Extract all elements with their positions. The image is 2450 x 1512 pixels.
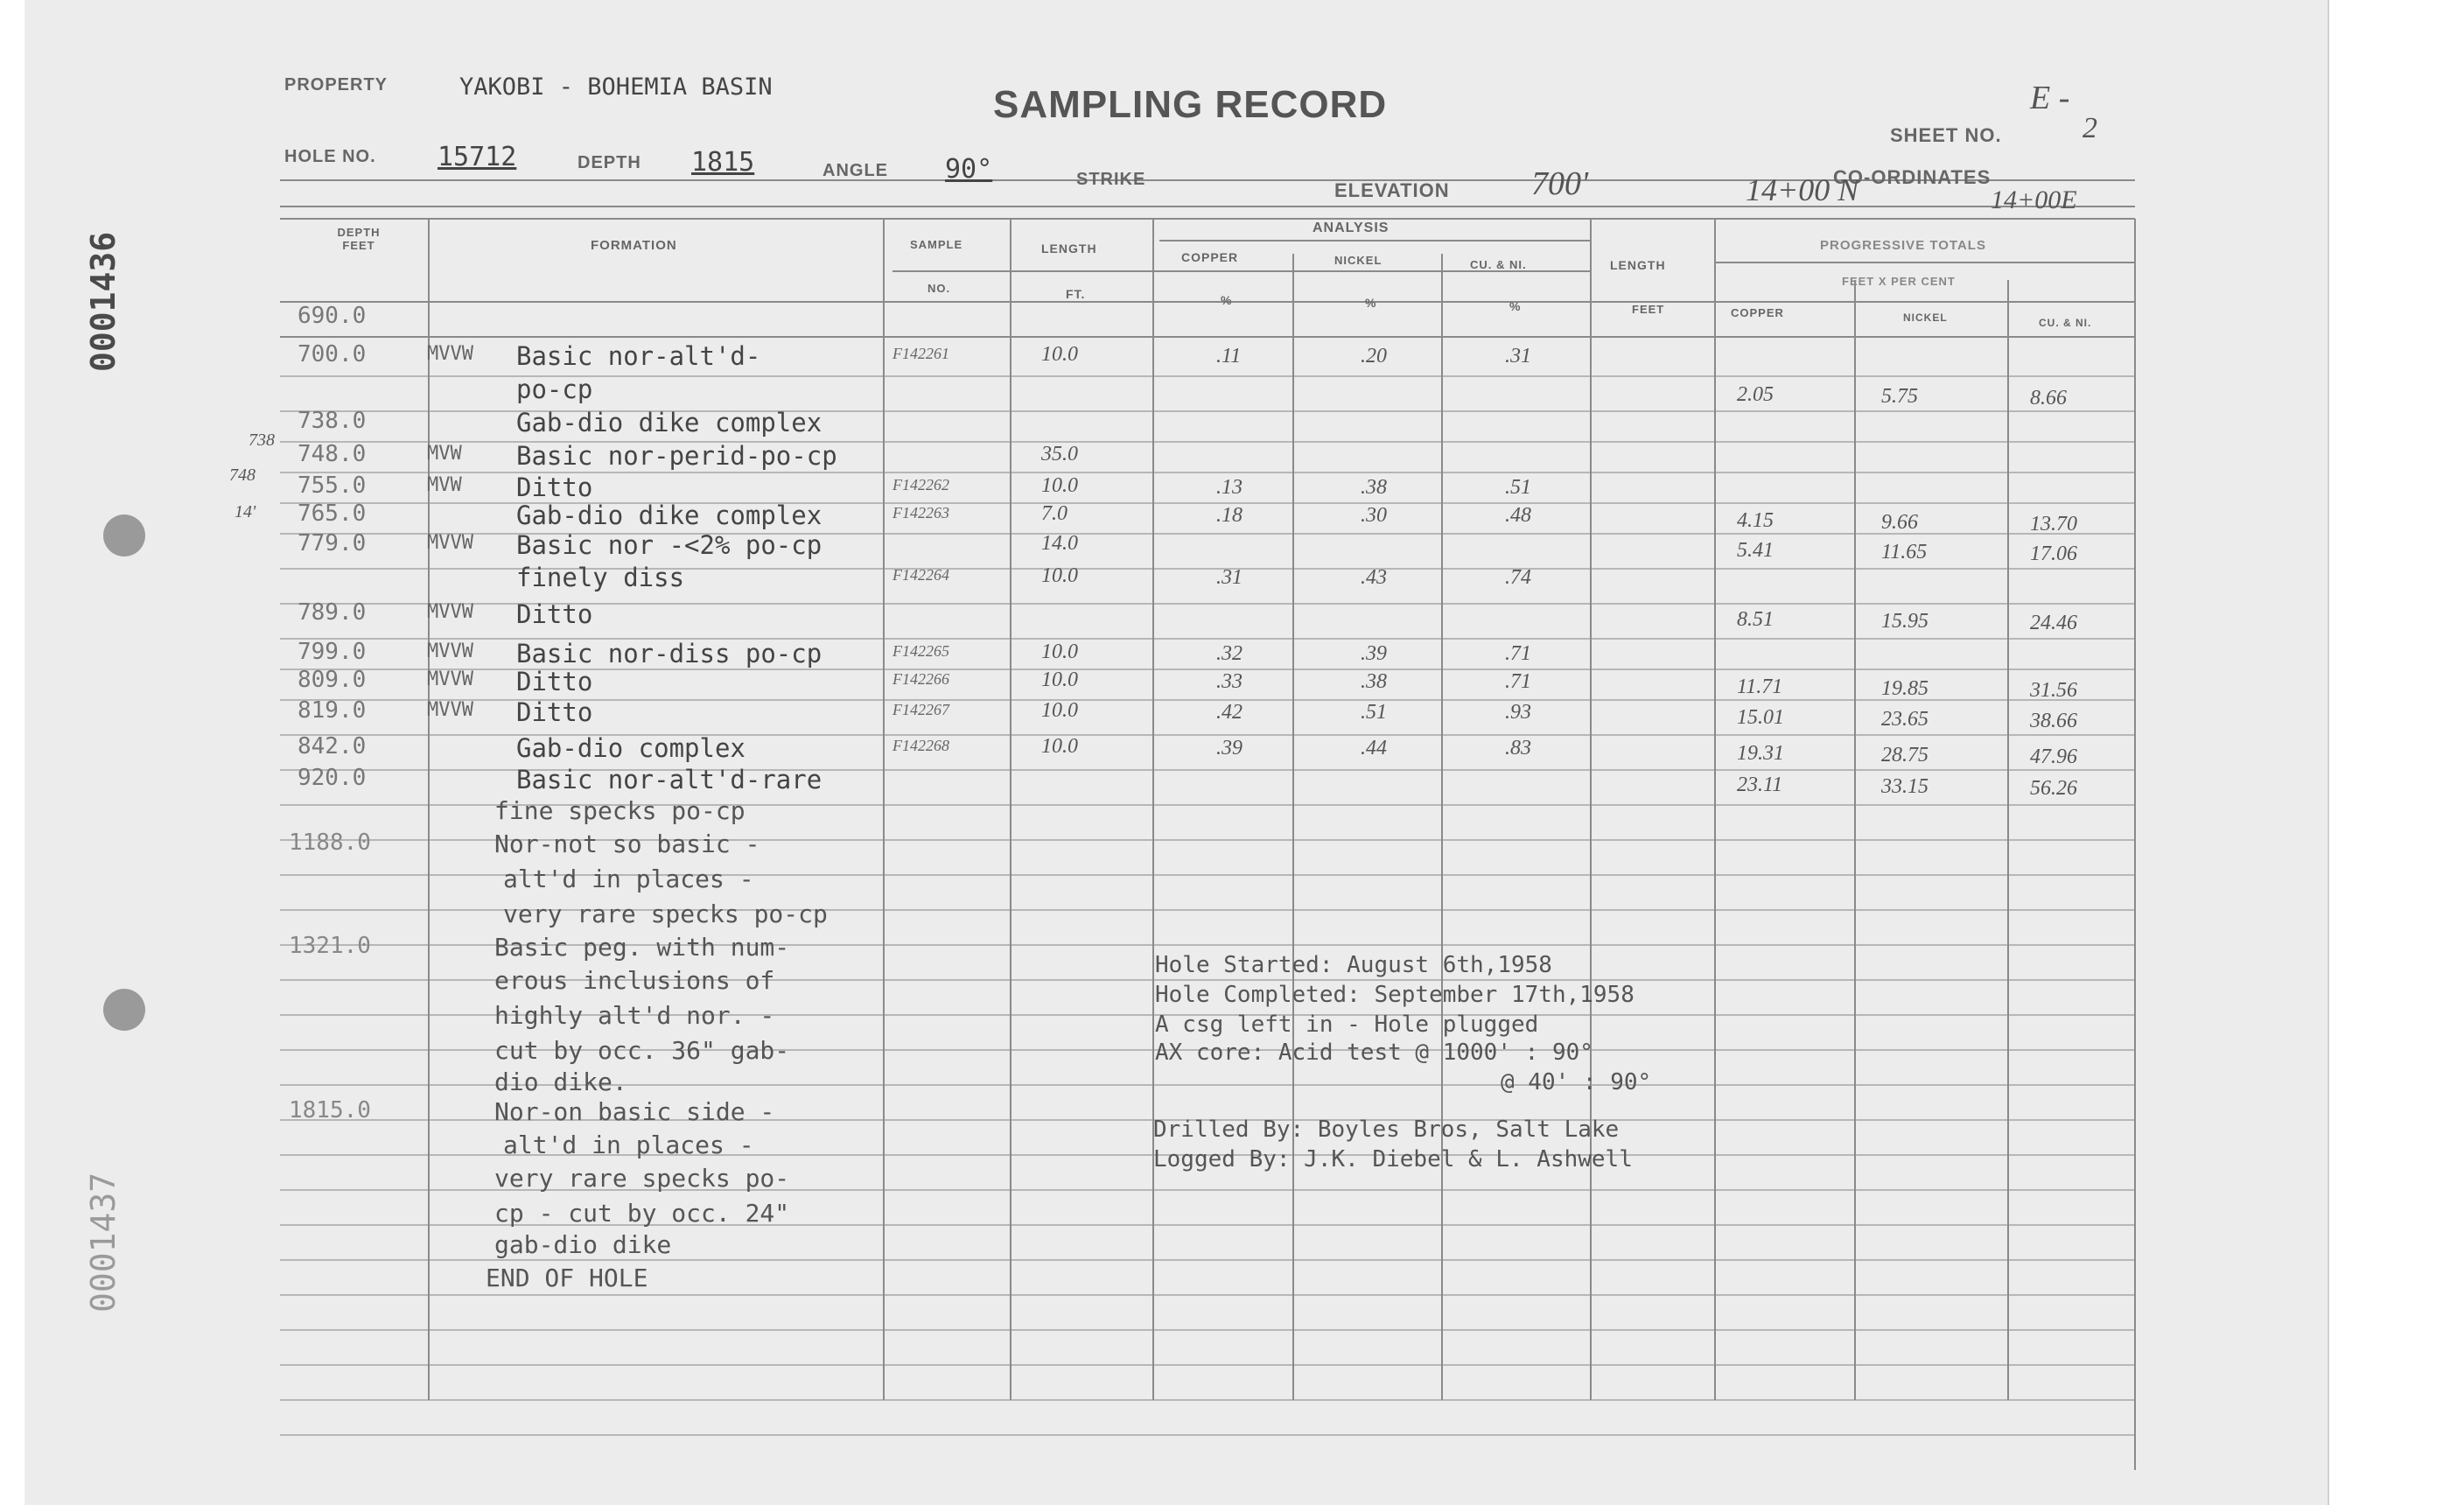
row-depth: 842.0 [298, 733, 367, 760]
row-prog-cuni: 24.46 [2030, 612, 2077, 634]
margin-note: 738 [248, 430, 275, 450]
row-mvw-code: MVW [427, 443, 462, 465]
lower-log-formation: cp - cut by occ. 24" [494, 1199, 790, 1228]
row-sample-no: F142261 [892, 345, 949, 362]
lower-log-formation: alt'd in places - [503, 864, 754, 893]
row-copper: .33 [1216, 670, 1242, 693]
row-formation: Basic nor-diss po-cp [516, 639, 822, 668]
row-length: 10.0 [1041, 699, 1078, 722]
lower-log-formation: dio dike. [494, 1068, 627, 1096]
row-prog-cuni: 17.06 [2030, 542, 2077, 565]
row-formation: Ditto [516, 697, 593, 727]
row-prog-nickel: 23.65 [1881, 708, 1928, 731]
row-sample-no: F142265 [892, 642, 949, 660]
row-copper: .31 [1216, 566, 1242, 589]
property-value: YAKOBI - BOHEMIA BASIN [459, 74, 773, 101]
lower-log-formation: gab-dio dike [494, 1230, 672, 1259]
col-sample-no: NO. [928, 282, 951, 295]
lower-log-formation: erous inclusions of [494, 966, 775, 995]
row-mvw-code: MVVW [427, 532, 473, 554]
depth-label: DEPTH [578, 153, 641, 172]
row-copper: .32 [1216, 642, 1242, 665]
row-depth: 920.0 [298, 765, 367, 791]
lower-log-formation: fine specks po-cp [494, 796, 746, 825]
col-prog-cuni: CU. & NI. [2039, 317, 2092, 329]
row-formation: Basic nor-perid-po-cp [516, 441, 837, 471]
lower-log-formation: Nor-not so basic - [494, 830, 760, 858]
row-depth: 765.0 [298, 500, 367, 527]
col-length-2-feet: FEET [1632, 303, 1665, 316]
drilling-note-line: Drilled By: Boyles Bros, Salt Lake [1153, 1116, 1620, 1143]
col-progressive-totals: PROGRESSIVE TOTALS [1820, 238, 1986, 253]
row-mvw-code: MVVW [427, 601, 473, 623]
row-cu-ni: .71 [1505, 642, 1531, 665]
row-copper: .39 [1216, 737, 1242, 760]
row-cu-ni: .71 [1505, 670, 1531, 693]
row-formation: Basic nor-alt'd-rare [516, 765, 822, 794]
row-prog-nickel: 9.66 [1881, 511, 1918, 534]
sheet-no-value: 2 [2082, 112, 2097, 144]
margin-note: 748 [229, 466, 256, 485]
row-cu-ni: .93 [1505, 701, 1531, 724]
coordinates-label: CO-ORDINATES [1833, 166, 1992, 188]
col-nickel-pct: % [1365, 296, 1377, 310]
row-length: 10.0 [1041, 564, 1078, 587]
row-nickel: .44 [1361, 737, 1387, 760]
row-prog-cuni: 13.70 [2030, 513, 2077, 536]
row-nickel: .30 [1361, 504, 1387, 527]
lower-log-formation: alt'd in places - [503, 1130, 754, 1159]
hole-no-label: HOLE NO. [284, 147, 376, 166]
row-prog-copper: 5.41 [1737, 539, 1774, 562]
row-formation: Ditto [516, 667, 593, 696]
drilling-note-line: AX core: Acid test @ 1000' : 90° [1155, 1040, 1593, 1066]
row-prog-nickel: 5.75 [1881, 385, 1918, 408]
row-length: 10.0 [1041, 474, 1078, 497]
row-sample-no: F142266 [892, 670, 949, 688]
row-prog-cuni: 8.66 [2030, 387, 2067, 410]
elevation-value: 700' [1531, 165, 1589, 202]
row-prog-nickel: 33.15 [1881, 775, 1928, 798]
row-prog-cuni: 47.96 [2030, 746, 2077, 768]
row-nickel: .51 [1361, 701, 1387, 724]
row-prog-copper: 19.31 [1737, 742, 1784, 765]
col-nickel: NICKEL [1334, 254, 1382, 267]
row-mvw-code: MVVW [427, 343, 473, 365]
row-prog-copper: 15.01 [1737, 706, 1784, 729]
sheet-no-label: SHEET NO. [1890, 124, 2002, 146]
row-prog-nickel: 15.95 [1881, 610, 1928, 633]
row-cu-ni: .48 [1505, 504, 1531, 527]
row-length: 7.0 [1041, 502, 1068, 525]
sheet-mark: E - [2030, 80, 2070, 116]
row-prog-copper: 11.71 [1737, 676, 1783, 698]
row-copper: .13 [1216, 476, 1242, 499]
row-sample-no: F142268 [892, 737, 949, 754]
elevation-label: ELEVATION [1334, 179, 1450, 201]
row-formation: po-cp [516, 374, 593, 404]
row-prog-nickel: 11.65 [1881, 541, 1928, 564]
page-title: SAMPLING RECORD [993, 83, 1388, 126]
row-depth: 809.0 [298, 667, 367, 693]
row-sample-no: F142267 [892, 701, 949, 718]
drilling-note-line: A csg left in - Hole plugged [1155, 1012, 1539, 1038]
lower-log-depth: 1815.0 [289, 1097, 371, 1124]
row-formation: Gab-dio dike complex [516, 408, 822, 438]
hole-no-value: 15712 [438, 142, 517, 172]
col-analysis: ANALYSIS [1312, 220, 1390, 235]
depth-value: 1815 [691, 147, 755, 178]
row-cu-ni: .31 [1505, 345, 1531, 368]
row-length: 10.0 [1041, 735, 1078, 758]
row-length: 10.0 [1041, 668, 1078, 691]
lower-log-formation: cut by occ. 36" gab- [494, 1036, 790, 1065]
lower-log-formation: highly alt'd nor. - [494, 1001, 775, 1030]
row-prog-cuni: 38.66 [2030, 710, 2077, 732]
margin-note: 14' [234, 502, 256, 522]
angle-value: 90° [945, 154, 993, 185]
col-length-2: LENGTH [1610, 258, 1666, 272]
row-length: 14.0 [1041, 532, 1078, 555]
row-formation: Gab-dio complex [516, 733, 746, 763]
col-cu-ni: CU. & NI. [1470, 258, 1527, 271]
row-depth: 690.0 [298, 303, 367, 329]
col-sample: SAMPLE [910, 238, 963, 251]
row-prog-copper: 23.11 [1737, 774, 1783, 796]
col-length-ft: FT. [1066, 287, 1086, 301]
binder-hole-punch [103, 989, 145, 1031]
row-formation: finely diss [516, 563, 685, 592]
col-copper-pct: % [1221, 293, 1233, 307]
document-number-stamp: 0001436 [84, 231, 122, 372]
row-formation: Basic nor -<2% po-cp [516, 530, 822, 560]
drilling-note-line: Hole Completed: September 17th,1958 [1155, 982, 1634, 1008]
row-depth: 738.0 [298, 408, 367, 434]
coordinate-east: 14+00E [1991, 186, 2077, 214]
row-nickel: .20 [1361, 345, 1387, 368]
row-prog-nickel: 28.75 [1881, 744, 1928, 766]
row-mvw-code: MVVW [427, 640, 473, 662]
row-formation: Ditto [516, 599, 593, 629]
row-prog-copper: 4.15 [1737, 509, 1774, 532]
row-depth: 755.0 [298, 472, 367, 499]
lower-log-formation: Nor-on basic side - [494, 1097, 775, 1126]
row-depth: 789.0 [298, 599, 367, 626]
drilling-note-line: Hole Started: August 6th,1958 [1155, 952, 1552, 978]
row-prog-copper: 8.51 [1737, 608, 1774, 631]
col-prog-copper: COPPER [1731, 306, 1784, 319]
row-prog-copper: 2.05 [1737, 383, 1774, 406]
row-nickel: .38 [1361, 670, 1387, 693]
row-depth: 700.0 [298, 341, 367, 368]
row-cu-ni: .51 [1505, 476, 1531, 499]
row-length: 10.0 [1041, 343, 1078, 366]
row-mvw-code: MVVW [427, 668, 473, 690]
row-copper: .42 [1216, 701, 1242, 724]
lower-log-formation: very rare specks po-cp [503, 900, 828, 928]
row-depth: 819.0 [298, 697, 367, 724]
lower-log-formation: Basic peg. with num- [494, 933, 790, 962]
document-number-stamp-faded: 0001437 [84, 1172, 122, 1312]
strike-label: STRIKE [1076, 170, 1146, 189]
row-prog-cuni: 31.56 [2030, 679, 2077, 702]
col-copper: COPPER [1181, 250, 1239, 264]
row-sample-no: F142264 [892, 566, 949, 584]
row-depth: 799.0 [298, 639, 367, 665]
row-depth: 748.0 [298, 441, 367, 467]
row-nickel: .39 [1361, 642, 1387, 665]
row-mvw-code: MVVW [427, 699, 473, 721]
row-formation: Basic nor-alt'd- [516, 341, 761, 371]
row-sample-no: F142263 [892, 504, 949, 522]
row-length: 10.0 [1041, 640, 1078, 663]
drilling-note-line: @ 40' : 90° [1501, 1069, 1652, 1096]
row-copper: .18 [1216, 504, 1242, 527]
row-copper: .11 [1216, 345, 1242, 368]
row-mvw-code: MVW [427, 474, 462, 496]
col-length: LENGTH [1041, 242, 1097, 256]
lower-log-depth: 1188.0 [289, 830, 371, 856]
binder-hole-punch [103, 514, 145, 556]
coordinate-north: 14+00 N [1746, 172, 1859, 207]
lower-log-depth: 1321.0 [289, 933, 371, 959]
row-depth: 779.0 [298, 530, 367, 556]
col-feet-x-pct: FEET X PER CENT [1842, 275, 1956, 288]
row-length: 35.0 [1041, 443, 1078, 466]
angle-label: ANGLE [822, 161, 888, 180]
row-nickel: .43 [1361, 566, 1387, 589]
lower-log-formation: very rare specks po- [494, 1164, 790, 1193]
row-formation: Ditto [516, 472, 593, 502]
row-cu-ni: .83 [1505, 737, 1531, 760]
row-sample-no: F142262 [892, 476, 949, 494]
col-cuni-pct: % [1509, 299, 1522, 313]
col-prog-nickel: NICKEL [1903, 312, 1948, 324]
row-prog-cuni: 56.26 [2030, 777, 2077, 800]
row-cu-ni: .74 [1505, 566, 1531, 589]
row-nickel: .38 [1361, 476, 1387, 499]
lower-log-formation: END OF HOLE [486, 1264, 648, 1292]
col-formation: FORMATION [591, 238, 677, 253]
col-depth-feet: DEPTH FEET [337, 226, 381, 252]
row-prog-nickel: 19.85 [1881, 677, 1928, 700]
row-formation: Gab-dio dike complex [516, 500, 822, 530]
property-label: PROPERTY [284, 75, 388, 94]
drilling-note-line: Logged By: J.K. Diebel & L. Ashwell [1153, 1146, 1633, 1172]
